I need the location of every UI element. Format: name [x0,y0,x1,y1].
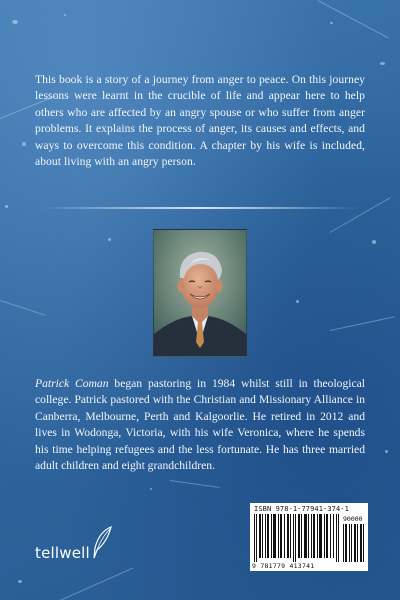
author-bio [35,376,365,474]
barcode-digits: 9 781779 413741 [252,562,315,570]
texture-speck [108,238,111,241]
texture-speck [372,240,376,244]
texture-speck [150,488,152,490]
texture-speck [12,20,18,24]
texture-speck [385,450,388,453]
section-divider [40,207,360,209]
author-bio-text: began pastoring in 1984 whilst still in theological college. Patrick pastored with the Christian and Missionary Alliance in Canberra, Melbourne, Perth and Kalgoorlie. He retired in 2012 and lives in Wodonga, Victoria, with his wife Veronica, where he spends his time helping refugees and the less fortunate. He has three married adult children and eight grandchildren. [35,377,365,473]
isbn-barcode [250,503,368,571]
author-photo [153,229,247,357]
isbn-label: ISBN 978-1-77941-374-1 [254,505,349,513]
quill-icon [91,526,113,560]
author-name: Patrick Coman [35,377,109,390]
book-blurb: This book is a story of a journey from anger to peace. On this journey lessons were learnt in the crucible of life and appear here to help others who are affected by an angry spouse or who suffer from anger problems. It explains the process of anger, its causes and effects, and ways to overcome this condition. A chapter by his wife is included, about living with an angry person. [35,73,365,169]
price-barcode-bars [343,524,365,562]
price-code: 90000 [343,515,363,523]
texture-streak [330,316,395,331]
texture-streak [0,300,46,316]
texture-speck [330,22,333,24]
texture-streak [330,197,391,233]
texture-speck [64,14,66,16]
publisher-logo [35,522,113,562]
texture-speck [18,580,22,583]
barcode-bars [254,514,340,562]
texture-speck [296,300,299,303]
texture-speck [22,142,26,146]
publisher-name: tellwell [35,544,90,562]
texture-streak [60,568,133,600]
texture-streak [170,480,220,488]
texture-speck [380,62,385,65]
texture-streak [318,0,389,38]
texture-speck [5,205,8,208]
